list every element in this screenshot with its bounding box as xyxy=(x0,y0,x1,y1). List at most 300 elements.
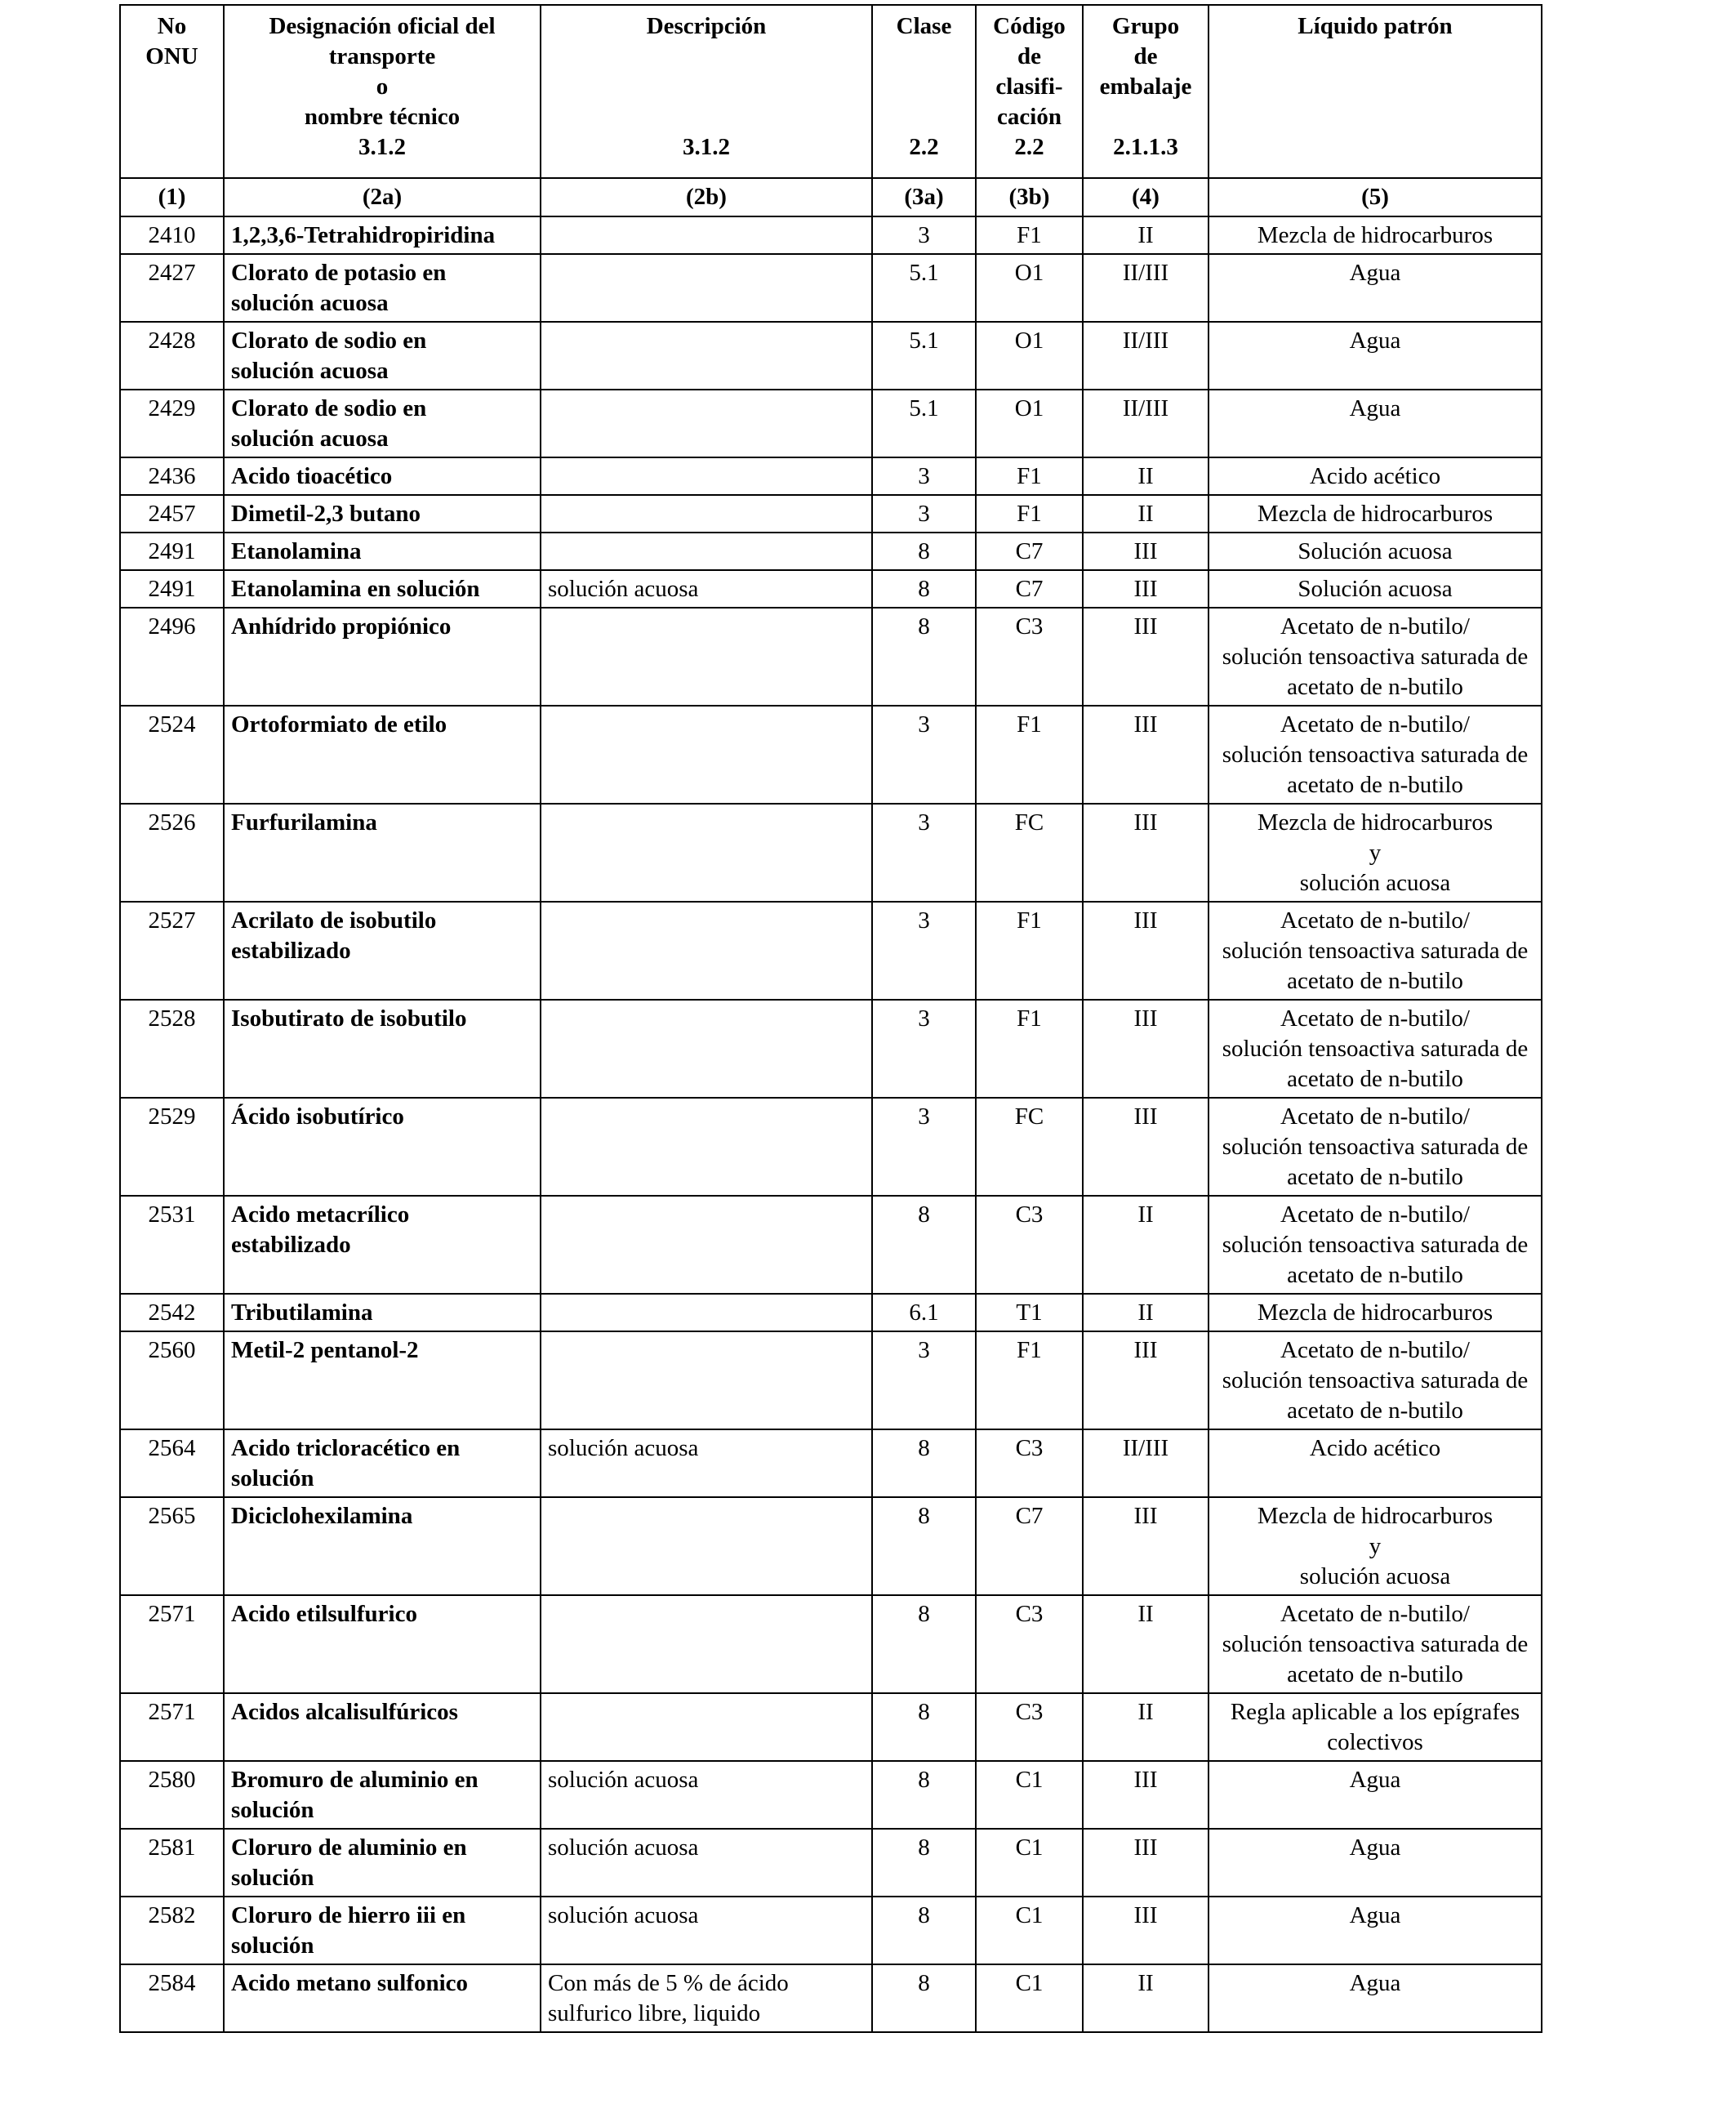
designation-line: Clorato de sodio en xyxy=(231,328,427,354)
liquido-line: acetato de n-butilo xyxy=(1287,772,1463,798)
designation-cell xyxy=(224,390,541,457)
liquido-patron-cell xyxy=(1209,1429,1542,1497)
codigo-cell: F1 xyxy=(976,216,1083,254)
table-row xyxy=(120,254,1542,322)
clase-cell: 8 xyxy=(872,1964,976,2032)
table-row xyxy=(120,1098,1542,1196)
column-number-row xyxy=(120,178,1542,216)
liquido-line: y xyxy=(1369,840,1382,866)
description-cell xyxy=(541,1897,872,1964)
designation-line: Tributilamina xyxy=(231,1299,373,1326)
onu-number-cell: 2571 xyxy=(120,1693,224,1761)
codigo-cell: C1 xyxy=(976,1761,1083,1829)
clase-cell: 3 xyxy=(872,216,976,254)
onu-number-cell: 2529 xyxy=(120,1098,224,1196)
grupo-cell: III xyxy=(1083,706,1209,804)
designation-cell xyxy=(224,902,541,1000)
clase-cell: 8 xyxy=(872,1196,976,1294)
clase-cell: 3 xyxy=(872,804,976,902)
liquido-line: solución acuosa xyxy=(1299,1563,1451,1589)
table-row xyxy=(120,1829,1542,1897)
liquido-patron-cell xyxy=(1209,1693,1542,1761)
designation-cell xyxy=(224,216,541,254)
liquido-line: Mezcla de hidrocarburos xyxy=(1257,1299,1493,1326)
codigo-cell: O1 xyxy=(976,322,1083,390)
liquido-line: Agua xyxy=(1349,1902,1401,1928)
liquido-line: solución tensoactiva saturada de xyxy=(1222,742,1529,768)
grupo-cell: II xyxy=(1083,457,1209,495)
grupo-cell: III xyxy=(1083,1098,1209,1196)
description-cell xyxy=(541,1693,872,1761)
description-cell xyxy=(541,608,872,706)
liquido-line: Acido acético xyxy=(1309,1435,1441,1461)
codigo-cell: F1 xyxy=(976,902,1083,1000)
table-row xyxy=(120,1693,1542,1761)
designation-cell xyxy=(224,570,541,608)
clase-cell: 8 xyxy=(872,608,976,706)
designation-line: Acido etilsulfurico xyxy=(231,1601,417,1627)
liquido-line: solución tensoactiva saturada de xyxy=(1222,938,1529,964)
liquido-line: Agua xyxy=(1349,1767,1401,1793)
designation-line: solución xyxy=(231,1932,314,1959)
header-description xyxy=(541,5,872,178)
designation-line: Cloruro de hierro iii en xyxy=(231,1902,466,1928)
liquido-patron-cell xyxy=(1209,1761,1542,1829)
clase-cell: 3 xyxy=(872,706,976,804)
codigo-cell: C1 xyxy=(976,1897,1083,1964)
column-number: (4) xyxy=(1083,178,1209,216)
header-reference: 2.1.1.3 xyxy=(1113,134,1178,160)
clase-cell: 8 xyxy=(872,1829,976,1897)
grupo-cell: II xyxy=(1083,1294,1209,1331)
liquido-patron-cell xyxy=(1209,1595,1542,1693)
grupo-cell: II/III xyxy=(1083,322,1209,390)
liquido-patron-cell xyxy=(1209,254,1542,322)
description-line: Con más de 5 % de ácido xyxy=(548,1970,789,1996)
liquido-line: acetato de n-butilo xyxy=(1287,1398,1463,1424)
designation-cell xyxy=(224,1429,541,1497)
table-row xyxy=(120,1294,1542,1331)
header-reference: 2.2 xyxy=(909,134,939,160)
designation-line: estabilizado xyxy=(231,938,351,964)
header-liquido-patron xyxy=(1209,5,1542,178)
liquido-line: Solución acuosa xyxy=(1298,538,1453,564)
description-line: solución acuosa xyxy=(548,1767,699,1793)
column-number: (3b) xyxy=(976,178,1083,216)
grupo-cell: II xyxy=(1083,1964,1209,2032)
designation-cell xyxy=(224,533,541,570)
onu-number-cell: 2524 xyxy=(120,706,224,804)
designation-line: solución acuosa xyxy=(231,358,389,384)
liquido-line: Mezcla de hidrocarburos xyxy=(1257,501,1493,527)
codigo-cell: FC xyxy=(976,804,1083,902)
liquido-patron-cell xyxy=(1209,1964,1542,2032)
description-cell xyxy=(541,533,872,570)
liquido-patron-cell xyxy=(1209,322,1542,390)
table-row xyxy=(120,390,1542,457)
designation-cell xyxy=(224,1595,541,1693)
header-reference: 3.1.2 xyxy=(358,134,406,160)
designation-line: solución xyxy=(231,1797,314,1823)
grupo-cell: II xyxy=(1083,216,1209,254)
table-row xyxy=(120,322,1542,390)
header-spacer xyxy=(879,42,968,132)
designation-cell xyxy=(224,457,541,495)
header-reference: 3.1.2 xyxy=(683,134,730,160)
codigo-cell: F1 xyxy=(976,706,1083,804)
liquido-line: y xyxy=(1369,1533,1382,1559)
codigo-cell: FC xyxy=(976,1098,1083,1196)
description-cell xyxy=(541,1497,872,1595)
grupo-cell: III xyxy=(1083,570,1209,608)
grupo-cell: III xyxy=(1083,902,1209,1000)
header-line: o xyxy=(376,74,389,100)
liquido-line: acetato de n-butilo xyxy=(1287,1262,1463,1288)
onu-number-cell: 2580 xyxy=(120,1761,224,1829)
liquido-line: solución tensoactiva saturada de xyxy=(1222,1036,1529,1062)
onu-number-cell: 2581 xyxy=(120,1829,224,1897)
designation-line: Acido tricloracético en xyxy=(231,1435,461,1461)
designation-line: solución xyxy=(231,1465,314,1491)
grupo-cell: II xyxy=(1083,495,1209,533)
table-row xyxy=(120,706,1542,804)
codigo-cell: C1 xyxy=(976,1964,1083,2032)
grupo-cell: II xyxy=(1083,1595,1209,1693)
codigo-cell: C3 xyxy=(976,1693,1083,1761)
onu-number-cell: 2560 xyxy=(120,1331,224,1429)
table-row xyxy=(120,1196,1542,1294)
grupo-cell: III xyxy=(1083,1331,1209,1429)
liquido-line: Agua xyxy=(1349,1834,1401,1861)
clase-cell: 8 xyxy=(872,1497,976,1595)
header-designation xyxy=(224,5,541,178)
description-cell xyxy=(541,216,872,254)
clase-cell: 3 xyxy=(872,1098,976,1196)
liquido-line: Acetato de n-butilo/ xyxy=(1280,1201,1470,1228)
liquido-patron-cell xyxy=(1209,457,1542,495)
liquido-line: acetato de n-butilo xyxy=(1287,1066,1463,1092)
clase-cell: 8 xyxy=(872,1429,976,1497)
liquido-line: acetato de n-butilo xyxy=(1287,1164,1463,1190)
onu-number-cell: 2491 xyxy=(120,570,224,608)
table-row xyxy=(120,216,1542,254)
grupo-cell: III xyxy=(1083,1000,1209,1098)
liquido-line: Acetato de n-butilo/ xyxy=(1280,907,1470,934)
liquido-line: Agua xyxy=(1349,328,1401,354)
liquido-line: Acetato de n-butilo/ xyxy=(1280,1337,1470,1363)
header-grupo xyxy=(1083,5,1209,178)
liquido-line: solución tensoactiva saturada de xyxy=(1222,1134,1529,1160)
header-spacer xyxy=(548,42,865,132)
description-cell xyxy=(541,1196,872,1294)
designation-cell xyxy=(224,322,541,390)
liquido-patron-cell xyxy=(1209,1497,1542,1595)
grupo-cell: III xyxy=(1083,1897,1209,1964)
onu-number-cell: 2584 xyxy=(120,1964,224,2032)
table-row xyxy=(120,1964,1542,2032)
designation-line: Isobutirato de isobutilo xyxy=(231,1005,467,1032)
onu-number-cell: 2564 xyxy=(120,1429,224,1497)
description-line: sulfurico libre, liquido xyxy=(548,2000,761,2026)
liquido-line: Acido acético xyxy=(1309,463,1441,489)
designation-cell xyxy=(224,1829,541,1897)
grupo-cell: III xyxy=(1083,1761,1209,1829)
designation-line: Bromuro de aluminio en xyxy=(231,1767,479,1793)
header-line: Designación oficial del xyxy=(269,13,496,39)
header-line: embalaje xyxy=(1099,74,1192,100)
header-line: de xyxy=(1017,43,1041,69)
onu-number-cell: 2565 xyxy=(120,1497,224,1595)
liquido-patron-cell xyxy=(1209,902,1542,1000)
onu-number-cell: 2528 xyxy=(120,1000,224,1098)
table-row xyxy=(120,495,1542,533)
codigo-cell: C7 xyxy=(976,533,1083,570)
designation-line: Cloruro de aluminio en xyxy=(231,1834,467,1861)
grupo-cell: II/III xyxy=(1083,254,1209,322)
description-cell xyxy=(541,1761,872,1829)
liquido-line: Acetato de n-butilo/ xyxy=(1280,1601,1470,1627)
description-line: solución acuosa xyxy=(548,1435,699,1461)
grupo-cell: II xyxy=(1083,1196,1209,1294)
liquido-line: solución tensoactiva saturada de xyxy=(1222,1631,1529,1657)
liquido-patron-cell xyxy=(1209,1897,1542,1964)
codigo-cell: T1 xyxy=(976,1294,1083,1331)
liquido-line: Agua xyxy=(1349,1970,1401,1996)
designation-cell xyxy=(224,804,541,902)
clase-cell: 8 xyxy=(872,1761,976,1829)
clase-cell: 8 xyxy=(872,533,976,570)
header-clase xyxy=(872,5,976,178)
description-cell xyxy=(541,254,872,322)
designation-line: Dimetil-2,3 butano xyxy=(231,501,421,527)
clase-cell: 5.1 xyxy=(872,390,976,457)
liquido-line: Mezcla de hidrocarburos xyxy=(1257,809,1493,836)
designation-line: solución acuosa xyxy=(231,290,389,316)
designation-line: Acrilato de isobutilo xyxy=(231,907,437,934)
onu-number-cell: 2496 xyxy=(120,608,224,706)
clase-cell: 6.1 xyxy=(872,1294,976,1331)
table-row xyxy=(120,1761,1542,1829)
liquido-line: Mezcla de hidrocarburos xyxy=(1257,222,1493,248)
description-line: solución acuosa xyxy=(548,576,699,602)
designation-line: Etanolamina xyxy=(231,538,362,564)
onu-number-cell: 2526 xyxy=(120,804,224,902)
codigo-cell: F1 xyxy=(976,457,1083,495)
onu-number-cell: 2527 xyxy=(120,902,224,1000)
table-row xyxy=(120,1429,1542,1497)
onu-number-cell: 2571 xyxy=(120,1595,224,1693)
designation-cell xyxy=(224,1897,541,1964)
header-codigo xyxy=(976,5,1083,178)
designation-cell xyxy=(224,254,541,322)
designation-cell xyxy=(224,1497,541,1595)
header-spacer xyxy=(1090,102,1201,132)
description-cell xyxy=(541,706,872,804)
designation-line: solución xyxy=(231,1865,314,1891)
designation-cell xyxy=(224,1294,541,1331)
onu-number-cell: 2542 xyxy=(120,1294,224,1331)
codigo-cell: F1 xyxy=(976,495,1083,533)
liquido-patron-cell xyxy=(1209,1196,1542,1294)
codigo-cell: C7 xyxy=(976,570,1083,608)
onu-number-cell: 2427 xyxy=(120,254,224,322)
clase-cell: 3 xyxy=(872,495,976,533)
description-cell xyxy=(541,1429,872,1497)
liquido-line: Agua xyxy=(1349,395,1401,421)
description-cell xyxy=(541,1294,872,1331)
description-cell xyxy=(541,1000,872,1098)
liquido-line: Acetato de n-butilo/ xyxy=(1280,613,1470,640)
description-line: solución acuosa xyxy=(548,1834,699,1861)
designation-cell xyxy=(224,1761,541,1829)
column-number: (5) xyxy=(1209,178,1542,216)
liquido-line: Acetato de n-butilo/ xyxy=(1280,1005,1470,1032)
designation-cell xyxy=(224,1331,541,1429)
designation-line: estabilizado xyxy=(231,1232,351,1258)
table-row xyxy=(120,902,1542,1000)
description-cell xyxy=(541,390,872,457)
designation-cell xyxy=(224,1964,541,2032)
designation-line: Anhídrido propiónico xyxy=(231,613,452,640)
dangerous-goods-table xyxy=(119,4,1542,2033)
clase-cell: 8 xyxy=(872,1693,976,1761)
description-cell xyxy=(541,570,872,608)
liquido-line: solución acuosa xyxy=(1299,870,1451,896)
codigo-cell: C3 xyxy=(976,1429,1083,1497)
description-cell xyxy=(541,495,872,533)
header-line: No xyxy=(157,13,187,39)
codigo-cell: C7 xyxy=(976,1497,1083,1595)
clase-cell: 5.1 xyxy=(872,322,976,390)
codigo-cell: C1 xyxy=(976,1829,1083,1897)
liquido-patron-cell xyxy=(1209,706,1542,804)
table-row xyxy=(120,1595,1542,1693)
header-line: Líquido patrón xyxy=(1298,13,1453,39)
liquido-patron-cell xyxy=(1209,1294,1542,1331)
description-cell xyxy=(541,1331,872,1429)
designation-cell xyxy=(224,1098,541,1196)
table-row xyxy=(120,1897,1542,1964)
designation-line: Acido metano sulfonico xyxy=(231,1970,468,1996)
header-line: ONU xyxy=(145,43,198,69)
designation-cell xyxy=(224,1000,541,1098)
column-number: (2a) xyxy=(224,178,541,216)
header-row xyxy=(120,5,1542,178)
liquido-patron-cell xyxy=(1209,216,1542,254)
liquido-line: Mezcla de hidrocarburos xyxy=(1257,1503,1493,1529)
grupo-cell: III xyxy=(1083,608,1209,706)
liquido-line: colectivos xyxy=(1327,1729,1423,1755)
codigo-cell: F1 xyxy=(976,1000,1083,1098)
column-number: (3a) xyxy=(872,178,976,216)
header-reference: 2.2 xyxy=(1014,134,1044,160)
clase-cell: 8 xyxy=(872,1897,976,1964)
codigo-cell: C3 xyxy=(976,1196,1083,1294)
designation-line: 1,2,3,6-Tetrahidropiridina xyxy=(231,222,496,248)
onu-number-cell: 2429 xyxy=(120,390,224,457)
grupo-cell: III xyxy=(1083,533,1209,570)
liquido-line: Acetato de n-butilo/ xyxy=(1280,711,1470,738)
table-row xyxy=(120,608,1542,706)
onu-number-cell: 2410 xyxy=(120,216,224,254)
liquido-patron-cell xyxy=(1209,804,1542,902)
onu-number-cell: 2436 xyxy=(120,457,224,495)
liquido-patron-cell xyxy=(1209,1331,1542,1429)
description-line: solución acuosa xyxy=(548,1902,699,1928)
liquido-patron-cell xyxy=(1209,570,1542,608)
clase-cell: 3 xyxy=(872,1000,976,1098)
designation-cell xyxy=(224,1693,541,1761)
table-body xyxy=(120,216,1542,2032)
designation-line: Clorato de potasio en xyxy=(231,260,447,286)
description-cell xyxy=(541,1595,872,1693)
liquido-patron-cell xyxy=(1209,1829,1542,1897)
table-row xyxy=(120,804,1542,902)
description-cell xyxy=(541,804,872,902)
header-line: nombre técnico xyxy=(304,104,461,130)
designation-cell xyxy=(224,1196,541,1294)
onu-number-cell: 2582 xyxy=(120,1897,224,1964)
designation-line: solución acuosa xyxy=(231,426,389,452)
table-row xyxy=(120,1331,1542,1429)
clase-cell: 3 xyxy=(872,1331,976,1429)
designation-cell xyxy=(224,608,541,706)
designation-line: Clorato de sodio en xyxy=(231,395,427,421)
table-row xyxy=(120,457,1542,495)
onu-number-cell: 2531 xyxy=(120,1196,224,1294)
liquido-line: acetato de n-butilo xyxy=(1287,968,1463,994)
designation-line: Ácido isobutírico xyxy=(231,1103,404,1130)
description-cell xyxy=(541,902,872,1000)
description-cell xyxy=(541,1098,872,1196)
designation-line: Acido tioacético xyxy=(231,463,393,489)
liquido-patron-cell xyxy=(1209,1000,1542,1098)
onu-number-cell: 2457 xyxy=(120,495,224,533)
liquido-line: solución tensoactiva saturada de xyxy=(1222,1367,1529,1393)
header-line: de xyxy=(1133,43,1158,69)
liquido-line: Agua xyxy=(1349,260,1401,286)
description-cell xyxy=(541,322,872,390)
column-number: (1) xyxy=(120,178,224,216)
liquido-patron-cell xyxy=(1209,390,1542,457)
designation-line: Etanolamina en solución xyxy=(231,576,480,602)
clase-cell: 5.1 xyxy=(872,254,976,322)
grupo-cell: II/III xyxy=(1083,1429,1209,1497)
table-row xyxy=(120,570,1542,608)
grupo-cell: II/III xyxy=(1083,390,1209,457)
description-cell xyxy=(541,457,872,495)
liquido-line: Regla aplicable a los epígrafes xyxy=(1230,1699,1520,1725)
header-line: clasifi- xyxy=(995,74,1063,100)
onu-number-cell: 2428 xyxy=(120,322,224,390)
liquido-line: acetato de n-butilo xyxy=(1287,674,1463,700)
codigo-cell: O1 xyxy=(976,390,1083,457)
table-row xyxy=(120,1000,1542,1098)
grupo-cell: III xyxy=(1083,804,1209,902)
designation-line: Ortoformiato de etilo xyxy=(231,711,447,738)
liquido-line: acetato de n-butilo xyxy=(1287,1661,1463,1687)
designation-cell xyxy=(224,495,541,533)
codigo-cell: F1 xyxy=(976,1331,1083,1429)
liquido-patron-cell xyxy=(1209,495,1542,533)
designation-cell xyxy=(224,706,541,804)
liquido-line: solución tensoactiva saturada de xyxy=(1222,644,1529,670)
designation-line: Furfurilamina xyxy=(231,809,377,836)
liquido-line: Solución acuosa xyxy=(1298,576,1453,602)
header-line: Descripción xyxy=(646,13,767,39)
grupo-cell: III xyxy=(1083,1829,1209,1897)
codigo-cell: C3 xyxy=(976,1595,1083,1693)
